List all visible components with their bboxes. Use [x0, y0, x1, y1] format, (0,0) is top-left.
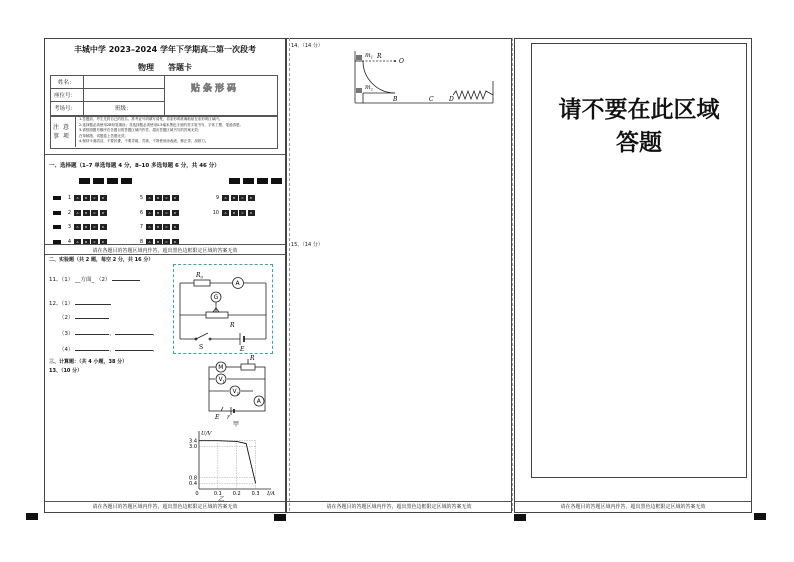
q11-answer-2[interactable]: [112, 274, 140, 281]
note-line-1: 1.答题前，考生先将自己的姓名、准考证号码填写清楚，将条形码准确粘贴在条形码区域内。: [79, 117, 223, 121]
exam-room-field[interactable]: [85, 103, 110, 113]
region-warning-panel-3: 请在各题目的答题区域内作答，超出黑色边框限定区域的答案无效: [560, 504, 706, 510]
q12-answer-4a[interactable]: [75, 344, 109, 351]
galvanometer-label: G: [213, 294, 219, 302]
no-answer-line-1: 请不要在此区域: [558, 97, 720, 123]
q12-line-3: [59, 328, 158, 337]
choice-bubble-a[interactable]: A: [146, 195, 153, 201]
seat-label: 座位号：: [54, 93, 77, 99]
q12-line-4: [59, 344, 158, 353]
q11-text: 方面: [80, 277, 92, 283]
y-axis-label: U/V: [201, 431, 212, 437]
choice-row-3: [53, 218, 108, 233]
question-number: 5: [139, 195, 143, 201]
choice-bubble-c[interactable]: C: [239, 195, 246, 201]
choice-bubble-a[interactable]: A: [222, 210, 229, 216]
circuit-1-svg: [174, 265, 272, 353]
locator-mark: [274, 514, 286, 521]
region-warning-bottom: 请在各题目的答题区域内作答，超出黑色边框限定区域的答案无效: [92, 504, 238, 510]
question-number: 3: [67, 224, 71, 230]
q12-line-1: [49, 298, 111, 307]
circuit-diagram-2: [197, 355, 277, 427]
x-axis-label: I/A: [267, 491, 275, 497]
circuit-2-svg: [197, 355, 277, 427]
q13-label: 13、（10 分）: [49, 368, 83, 374]
y-tick-label: 0.4: [189, 481, 197, 488]
note-line-2: 2.选择题必须使用2B铅笔填涂；非选择题必须使用0.5毫米黑色字迹的签字笔书写，字体工整、笔迹清楚。: [79, 122, 244, 127]
class-label: 班级：: [115, 106, 132, 112]
o-label: O: [399, 58, 404, 65]
choice-bubble-d[interactable]: D: [248, 195, 255, 201]
d-label: D: [449, 96, 454, 103]
block-m1: [356, 55, 362, 60]
question-number: 8: [139, 238, 143, 245]
choice-bubble-d[interactable]: D: [172, 239, 179, 245]
q12-answer-3a[interactable]: [75, 328, 109, 335]
note-line-3: 3.请按照题号顺序在各题目的答题区域内作答，超出答题区域书写的答案无效；: [79, 128, 202, 133]
comma: ，: [109, 331, 115, 337]
choice-bubble-c[interactable]: C: [91, 224, 98, 230]
choice-row-1: [53, 189, 108, 204]
choice-bubble-b[interactable]: B: [231, 210, 238, 216]
choice-bubble-b[interactable]: B: [155, 239, 162, 245]
region-warning-panel-2: 请在各题目的答题区域内作答，超出黑色边框限定区域的答案无效: [326, 504, 472, 510]
q15-answer-area[interactable]: [289, 251, 507, 499]
question-number: 2: [67, 209, 71, 216]
question-number: 4: [67, 238, 71, 245]
no-answer-text: [532, 94, 746, 161]
x-tick-label: 0.2: [232, 491, 241, 497]
card-type: 答题卡: [167, 63, 192, 72]
figure-14-svg: [349, 47, 499, 107]
rheostat-r-label: R: [250, 355, 255, 362]
choice-row-2: [53, 204, 108, 219]
barcode-label: 贴条形码: [190, 84, 239, 94]
note-line-4: 在草稿纸、试题卷上答题无效。: [79, 133, 128, 138]
emf-label: E: [215, 414, 220, 421]
choice-bubble-c[interactable]: C: [91, 239, 98, 245]
y-tick-label: 3.0: [189, 444, 197, 451]
choice-row-7: [133, 218, 180, 233]
q14-answer-area[interactable]: [289, 109, 507, 237]
choice-bubble-a[interactable]: A: [222, 195, 229, 201]
notes-text: [79, 117, 273, 145]
c-label: C: [429, 96, 434, 103]
q12-answer-4b[interactable]: [115, 344, 153, 351]
b-label: B: [393, 96, 398, 103]
locator-mark: [754, 513, 766, 520]
choice-bubble-d[interactable]: D: [172, 210, 179, 216]
choice-bubble-c[interactable]: C: [91, 210, 98, 216]
m1-label: $m_1$: [365, 52, 373, 60]
choice-bubble-b[interactable]: B: [231, 195, 238, 201]
x-tick-label: 0.3: [251, 491, 260, 497]
choice-bubble-a[interactable]: A: [146, 224, 153, 230]
choice-bubble-a[interactable]: A: [74, 210, 81, 216]
motor-label: M: [218, 364, 224, 372]
answer-panel-3: [514, 38, 752, 513]
notes-label-1: 注: [53, 124, 60, 131]
choice-column-2: [133, 189, 180, 247]
region-warning: 请在各题目的答题区域内作答，超出黑色边框限定区域的答案无效: [92, 248, 238, 254]
barcode-area: [180, 81, 250, 98]
notes-label-3: 事: [53, 133, 60, 140]
rheostat-label: R: [230, 322, 235, 329]
choice-bubble-a[interactable]: A: [146, 239, 153, 245]
figure-a-caption: 甲: [233, 421, 240, 427]
q12-line-2: [59, 312, 109, 321]
choice-bubble-d[interactable]: D: [100, 195, 107, 201]
x-tick-label: 0: [195, 491, 199, 497]
internal-r-label: r: [227, 414, 230, 421]
exam-room-label: 考场号：: [54, 106, 77, 112]
section3-title: 三、计算题：（共 4 小题，38 分）: [49, 359, 128, 365]
r0-label: $R_0$: [196, 272, 204, 280]
choice-bubble-d[interactable]: D: [100, 239, 107, 245]
class-field[interactable]: [135, 103, 162, 113]
question-number: 7: [139, 224, 143, 230]
x-tick-label: 0.1: [213, 491, 222, 497]
series-line: [199, 441, 256, 484]
no-answer-line-2: 答题: [616, 130, 662, 157]
choice-bubble-a[interactable]: A: [74, 195, 81, 201]
subject-title: [45, 62, 285, 73]
school-title: 丰城中学 2023–2024 学年下学期高二第一次段考: [73, 45, 257, 54]
locator-mark: [514, 514, 526, 521]
q11-part2-label: （2）: [96, 277, 111, 283]
choice-bubble-b[interactable]: B: [83, 224, 90, 230]
battery-label: E: [240, 346, 245, 353]
choice-bubble-c[interactable]: C: [163, 195, 170, 201]
choice-bubble-c[interactable]: C: [163, 224, 170, 230]
figure-b-caption: 乙: [217, 496, 224, 501]
choice-bubble-d[interactable]: D: [172, 224, 179, 230]
name-label: 姓名：: [58, 80, 75, 86]
question-number: 9: [215, 195, 219, 201]
section2-title: 二、实验题（共 2 题，每空 2 分，共 16 分）: [49, 257, 154, 263]
y-tick-label: 0.8: [189, 475, 197, 482]
q12-part2-label: （2）: [59, 315, 74, 321]
choice-bubble-b[interactable]: B: [83, 195, 90, 201]
choice-bubble-b[interactable]: B: [83, 239, 90, 245]
m2-label: $m_2$: [365, 84, 373, 92]
choice-bubble-d[interactable]: D: [100, 210, 107, 216]
choice-bubble-a[interactable]: A: [74, 224, 81, 230]
q11-line: 11、（1） __方面_ （2）: [49, 274, 140, 283]
choice-bubble-a[interactable]: A: [146, 210, 153, 216]
choice-bubble-d[interactable]: D: [100, 224, 107, 230]
q14-label: 14、（14 分）: [291, 43, 323, 49]
comma: ，: [152, 331, 159, 337]
ui-graph: [181, 427, 281, 501]
choice-row-9: [209, 189, 256, 204]
ammeter-label: A: [235, 280, 240, 288]
choice-row-10: [209, 204, 256, 219]
choice-bubble-b[interactable]: B: [155, 210, 162, 216]
choice-bubble-c[interactable]: C: [91, 195, 98, 201]
comma: ，: [109, 347, 115, 353]
choice-bubble-b[interactable]: B: [83, 210, 90, 216]
note-line-5: 4.保持卡面清洁，不要折叠，不要弄破、弄皱，不准使用涂改液、修正带、刮纸刀。: [79, 139, 209, 144]
choice-bubble-b[interactable]: B: [155, 224, 162, 230]
notes-label-2: 意: [62, 124, 69, 131]
r-label: R: [377, 53, 382, 60]
q12-answer-1[interactable]: [75, 298, 111, 305]
choice-row-5: [133, 189, 180, 204]
subject-name: 物理: [138, 63, 155, 72]
choice-column-1: [53, 189, 108, 247]
seat-field[interactable]: [85, 90, 161, 100]
locator-mark: [26, 513, 38, 520]
q15-label: 15、（14 分）: [291, 242, 323, 248]
no-answer-box: [531, 43, 747, 478]
y-tick-label: 3.4: [189, 438, 197, 445]
q12-part4-label: （4）: [59, 347, 74, 353]
circuit-diagram-1: [173, 264, 273, 354]
v1-label: $V_1$: [218, 376, 225, 384]
question-number: 6: [139, 209, 143, 216]
section1-title: 一、选择题（1–7 单选每题 4 分，8–10 多选每题 6 分，共 46 分）: [49, 163, 220, 169]
choice-row-6: [133, 204, 180, 219]
name-field[interactable]: [85, 77, 161, 87]
comma: ，: [152, 347, 159, 353]
ammeter-2-label: A: [256, 398, 261, 406]
answer-panel-2: [286, 38, 512, 513]
v2-label: $V_2$: [232, 388, 239, 396]
question-number: 1: [67, 195, 71, 201]
q12-answer-2[interactable]: [75, 312, 109, 319]
switch-label: S: [199, 344, 204, 351]
choice-bubble-c[interactable]: C: [239, 210, 246, 216]
choice-bubble-d[interactable]: D: [172, 195, 179, 201]
notes-label: [53, 123, 69, 141]
notes-label-4: 项: [62, 133, 69, 140]
q12-answer-3b[interactable]: [115, 328, 153, 335]
choice-bubble-b[interactable]: B: [155, 195, 162, 201]
question-number: 10: [212, 209, 219, 216]
q12-part3-label: （3）: [59, 331, 74, 337]
choice-bubble-d[interactable]: D: [248, 210, 255, 216]
block-m2: [356, 88, 362, 93]
answer-panel-1: [44, 38, 286, 513]
figure-14: [349, 47, 499, 107]
choice-bubble-a[interactable]: A: [74, 239, 81, 245]
q12-label: 12、（1）: [49, 301, 74, 307]
choice-bubble-c[interactable]: C: [163, 239, 170, 245]
choice-column-3: [209, 189, 256, 218]
ui-graph-svg: [181, 427, 281, 501]
q11-label: 11、（1）: [49, 277, 74, 283]
choice-bubble-c[interactable]: C: [163, 210, 170, 216]
